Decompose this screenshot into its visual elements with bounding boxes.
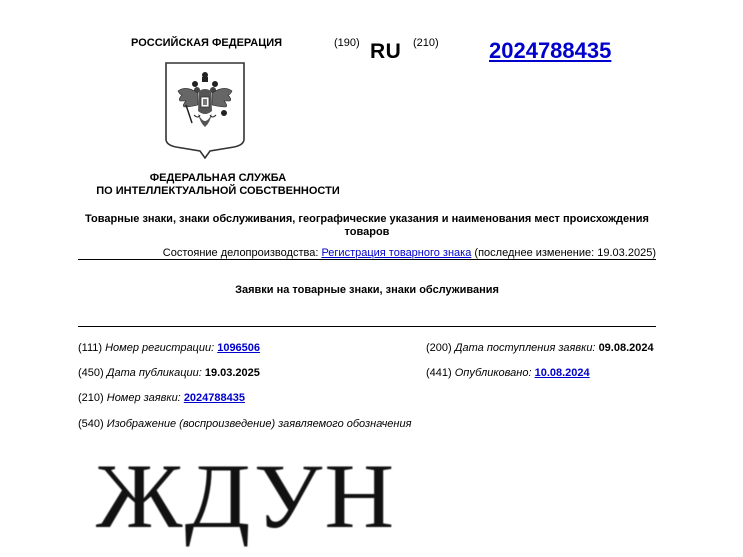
inid-code: (200) [426,342,452,354]
field-label: Номер регистрации: [105,342,215,354]
inid-code: (210) [78,392,104,404]
last-change-date: 19.03.2025 [597,247,653,259]
agency-line-2: ПО ИНТЕЛЛЕКТУАЛЬНОЙ СОБСТВЕННОСТИ [96,184,340,197]
filing-date-value: 09.08.2024 [598,342,654,354]
registry-category: Товарные знаки, знаки обслуживания, географические указания и наименования мест происхождения товаров [85,213,649,238]
inid-code: (111) [78,342,103,354]
divider-top [78,259,656,260]
trademark-image [96,445,397,547]
field-label: Изображение (воспроизведение) заявляемого обозначения [106,418,412,430]
field-filing-date [426,342,654,354]
field-label: Дата публикации: [106,367,202,379]
case-status [163,247,656,259]
field-label: Опубликовано: [454,367,532,379]
last-change-suffix: ) [652,247,656,259]
field-published [426,367,590,379]
status-value-link[interactable]: Регистрация товарного знака [321,247,472,259]
country-code: RU [370,40,402,63]
agency-name [78,172,358,197]
agency-line-1: ФЕДЕРАЛЬНАЯ СЛУЖБА [149,172,287,184]
document-number-link[interactable]: 2024788435 [489,38,612,63]
field-mark-image [78,418,411,430]
field-registration-number [78,342,260,354]
country-name: РОССИЙСКАЯ ФЕДЕРАЦИЯ [131,37,283,49]
inid-code: (441) [426,367,452,379]
inid-code-210: (210) [413,37,439,49]
field-label: Дата поступления заявки: [454,342,596,354]
trademark-word: ЖДУН [96,445,397,547]
russian-coat-of-arms-icon [164,61,246,159]
last-change-prefix: (последнее изменение: [474,247,595,259]
published-date-link[interactable]: 10.08.2024 [534,367,590,379]
registration-number-link[interactable]: 1096506 [217,342,261,354]
field-application-number [78,392,245,404]
inid-code: (540) [78,418,104,430]
field-label: Номер заявки: [106,392,181,404]
publication-date-value: 19.03.2025 [204,367,260,379]
inid-code: (450) [78,367,104,379]
field-publication-date [78,367,260,379]
divider-bottom [78,326,656,327]
section-title: Заявки на товарные знаки, знаки обслуживания [235,284,499,296]
status-label: Состояние делопроизводства: [162,247,319,259]
inid-code-190: (190) [334,37,360,49]
application-number-link[interactable]: 2024788435 [183,392,245,404]
